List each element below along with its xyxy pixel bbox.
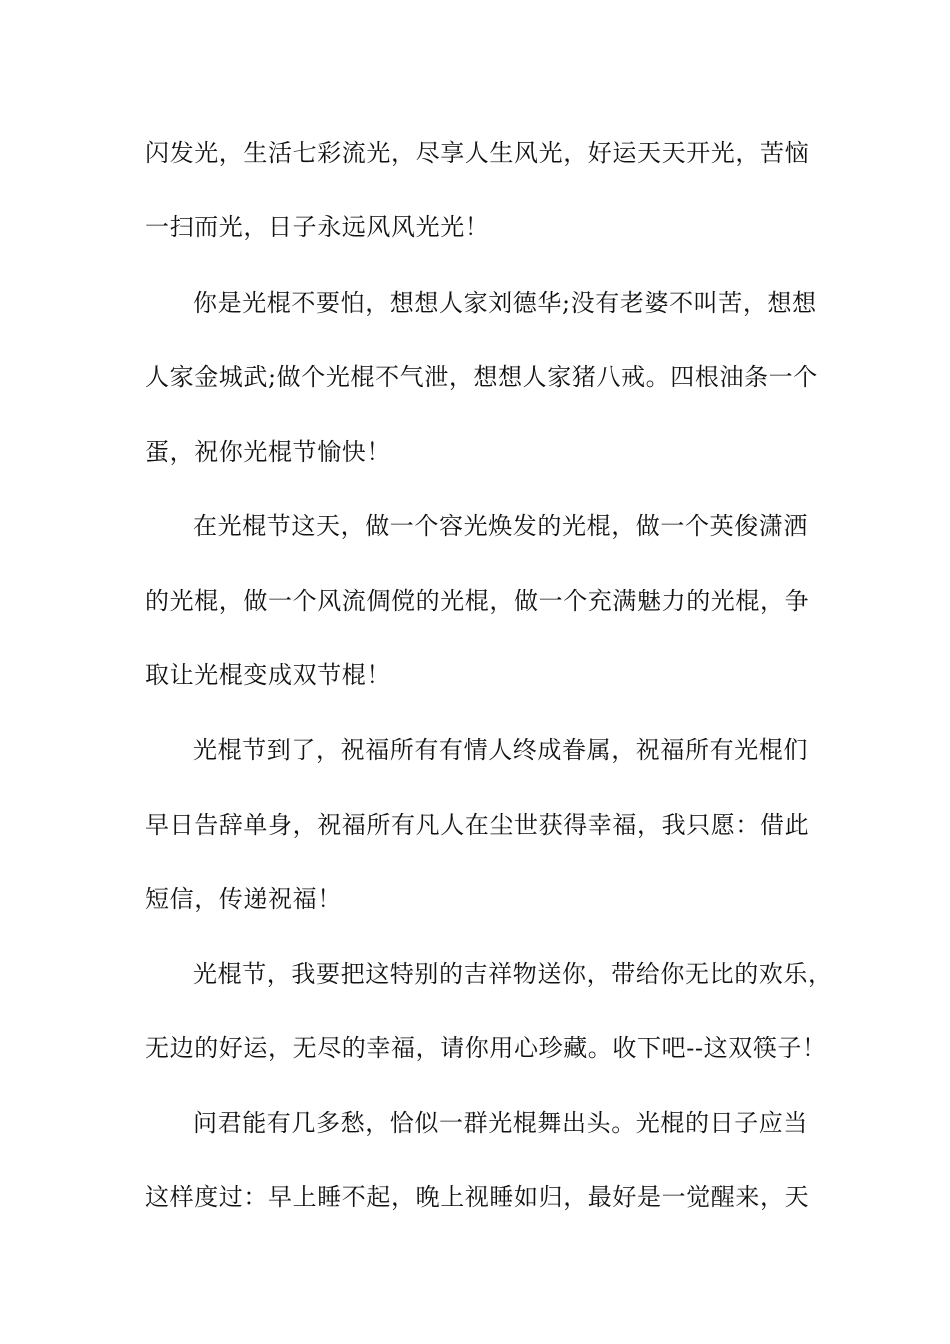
paragraph-line: 早日告辞单身，祝福所有凡人在尘世获得幸福，我只愿：借此 <box>145 811 810 839</box>
paragraph-line: 在光棍节这天，做一个容光焕发的光棍，做一个英俊潇洒 <box>193 512 808 540</box>
paragraph-line: 问君能有几多愁，恰似一群光棍舞出头。光棍的日子应当 <box>193 1109 808 1137</box>
paragraph-line: 的光棍，做一个风流倜傥的光棍，做一个充满魅力的光棍，争 <box>145 587 810 615</box>
paragraph-line: 一扫而光，日子永远风风光光！ <box>145 213 490 241</box>
paragraph-line: 人家金城武;做个光棍不气泄，想想人家猪八戒。四根油条一个 <box>145 363 818 391</box>
paragraph-line: 光棍节，我要把这特别的吉祥物送你，带给你无比的欢乐， <box>193 960 833 988</box>
paragraph-line: 短信，传递祝福！ <box>145 885 342 913</box>
paragraph-line: 这样度过：早上睡不起，晚上视睡如归，最好是一觉醒来，天 <box>145 1183 810 1211</box>
paragraph-line: 无边的好运，无尽的幸福，请你用心珍藏。收下吧--这双筷子！ <box>145 1034 827 1062</box>
paragraph-line: 光棍节到了，祝福所有有情人终成眷属，祝福所有光棍们 <box>193 736 808 764</box>
paragraph-line: 你是光棍不要怕，想想人家刘德华;没有老婆不叫苦，想想 <box>193 289 817 317</box>
paragraph-line: 取让光棍变成双节棍！ <box>145 661 391 689</box>
paragraph-line: 闪发光，生活七彩流光，尽享人生风光，好运天天开光，苦恼 <box>145 139 810 167</box>
paragraph-line: 蛋，祝你光棍节愉快！ <box>145 438 391 466</box>
